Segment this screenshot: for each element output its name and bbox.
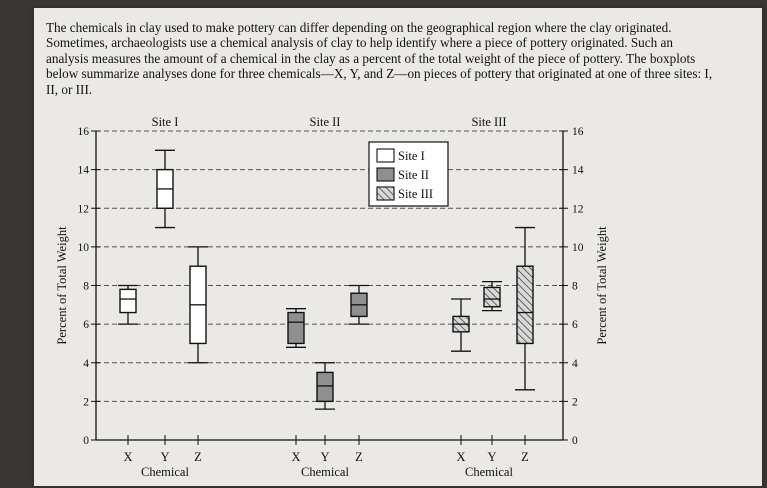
y-tick-label-right: 0 <box>572 435 578 447</box>
y-tick-label-right: 6 <box>572 319 578 332</box>
box-iqr <box>517 266 533 343</box>
legend-label: Site III <box>398 187 434 201</box>
y-tick-label-right: 16 <box>572 126 584 138</box>
site-label: Site III <box>471 115 507 129</box>
intro-paragraph: The chemicals in clay used to make pottery can differ depending on the geographical region where the clay originated. Sometimes, archaeologists use a chemical analysis of clay to help identify where a piece of pottery originated. Such an analysis measures the amount of a chemical in the clay as a percent of the total weight of the piece of pottery. The boxplots below summarize analyses done for three chemicals—X, Y, and Z—on pieces of pottery that originated at one of three sites: I, II, or III. <box>46 20 713 97</box>
y-tick-label-right: 2 <box>572 396 578 409</box>
x-tick-label: Z <box>194 450 202 464</box>
x-tick-label: Y <box>160 450 170 464</box>
x-tick-label: X <box>456 450 466 464</box>
box-iqr <box>120 289 136 312</box>
legend-label: Site II <box>398 168 429 182</box>
y-tick-label-left: 10 <box>77 241 89 254</box>
legend-swatch <box>377 187 394 200</box>
site-label: Site I <box>151 115 179 129</box>
x-axis-title: Chemical <box>465 465 513 479</box>
legend-swatch <box>377 149 394 162</box>
y-tick-label-right: 4 <box>572 357 578 370</box>
y-tick-label-right: 12 <box>572 203 584 216</box>
y-tick-label-left: 0 <box>83 435 89 447</box>
x-tick-label: X <box>291 450 301 464</box>
box-iqr <box>317 372 333 401</box>
y-tick-label-left: 12 <box>77 203 89 216</box>
y-tick-label-left: 2 <box>83 396 89 409</box>
y-tick-label-left: 14 <box>77 164 89 177</box>
y-axis-title-left: Percent of Total Weight <box>55 226 69 345</box>
x-tick-label: Y <box>320 450 330 464</box>
y-tick-label-right: 8 <box>572 280 578 293</box>
y-tick-label-right: 14 <box>572 164 584 177</box>
y-tick-label-right: 10 <box>572 241 584 254</box>
x-axis-title: Chemical <box>141 465 189 479</box>
x-tick-label: Z <box>355 450 363 464</box>
y-tick-label-left: 8 <box>83 280 89 293</box>
y-tick-label-left: 16 <box>77 126 89 138</box>
legend-label: Site I <box>398 149 425 163</box>
y-tick-label-left: 6 <box>83 319 89 332</box>
x-axis-title: Chemical <box>301 465 349 479</box>
y-axis-title-right: Percent of Total Weight <box>595 226 609 345</box>
box-iqr <box>484 287 500 306</box>
box-iqr <box>288 313 304 344</box>
site-label: Site II <box>309 115 341 129</box>
y-tick-label-left: 4 <box>83 357 89 370</box>
legend-swatch <box>377 168 394 181</box>
x-tick-label: Z <box>521 450 529 464</box>
x-tick-label: X <box>123 450 133 464</box>
x-tick-label: Y <box>487 450 497 464</box>
